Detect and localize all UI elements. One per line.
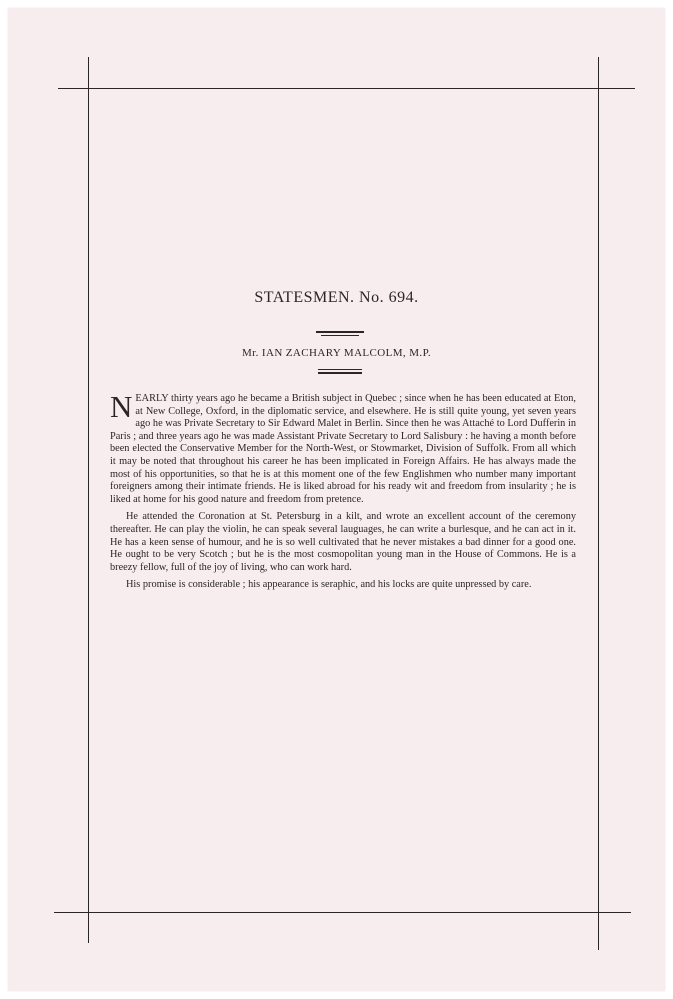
drop-cap: N [110,389,133,424]
article-paragraph-3: His promise is considerable ; his appearance is seraphic, and his locks are quite unpressed by care. [126,579,532,591]
title-ornament-rule-thin [321,335,359,336]
page-sheet [8,8,665,991]
bottom-border-rule [54,912,631,913]
subtitle-ornament-rule [318,372,362,374]
top-border-rule [58,88,635,89]
article-paragraph-1 [110,389,576,506]
left-border-rule [88,57,89,943]
article-body [110,389,576,597]
title-ornament-rule [316,331,364,333]
page-subtitle: Mr. IAN ZACHARY MALCOLM, M.P. [241,347,432,359]
article-paragraph-2: He attended the Coronation at St. Petersburg in a kilt, and wrote an excellent account of the ceremony thereafter. He can play the violin, he can speak several lauguages, he can write a burlesque, and he can act in it. He has a keen sense of humour, and he is so well cultivated that he never mistakes a bad dinner for a good one. He ought to be very Scotch ; but he is the most cosmopolitan young man in the House of Commons. He is a breezy fellow, full of the joy of living, who can work hard. [110,511,576,573]
right-border-rule [598,57,599,950]
subtitle-ornament-rule-thin [318,369,362,370]
page-title: STATESMEN. No. 694. [254,289,419,306]
article-paragraph-1-text: EARLY thirty years ago he became a British subject in Quebec ; since when he has been educated at Eton, at New College, Oxford, in the diplomatic service, and elsewhere. He is still quite young, yet seven years ago he was Private Secretary to Sir Edward Malet in Berlin. Since then he was Attaché to Lord Dufferin in Paris ; and three years ago he was made Assistant Private Secretary to Lord Salisbury : he having a month before been elected the Conservative Member for the North-West, or Stowmarket, Division of Suffolk. From all which it may be noted that throughout his career he has been implicated in Foreign Affairs. He has always made the most of his opportunities, so that he is at this moment one of the few Englishmen who number many important foreigners among their intimate friends. He is liked abroad for his ready wit and freedom from insularity ; he is liked at home for his good nature and freedom from pretence. [110,393,576,505]
